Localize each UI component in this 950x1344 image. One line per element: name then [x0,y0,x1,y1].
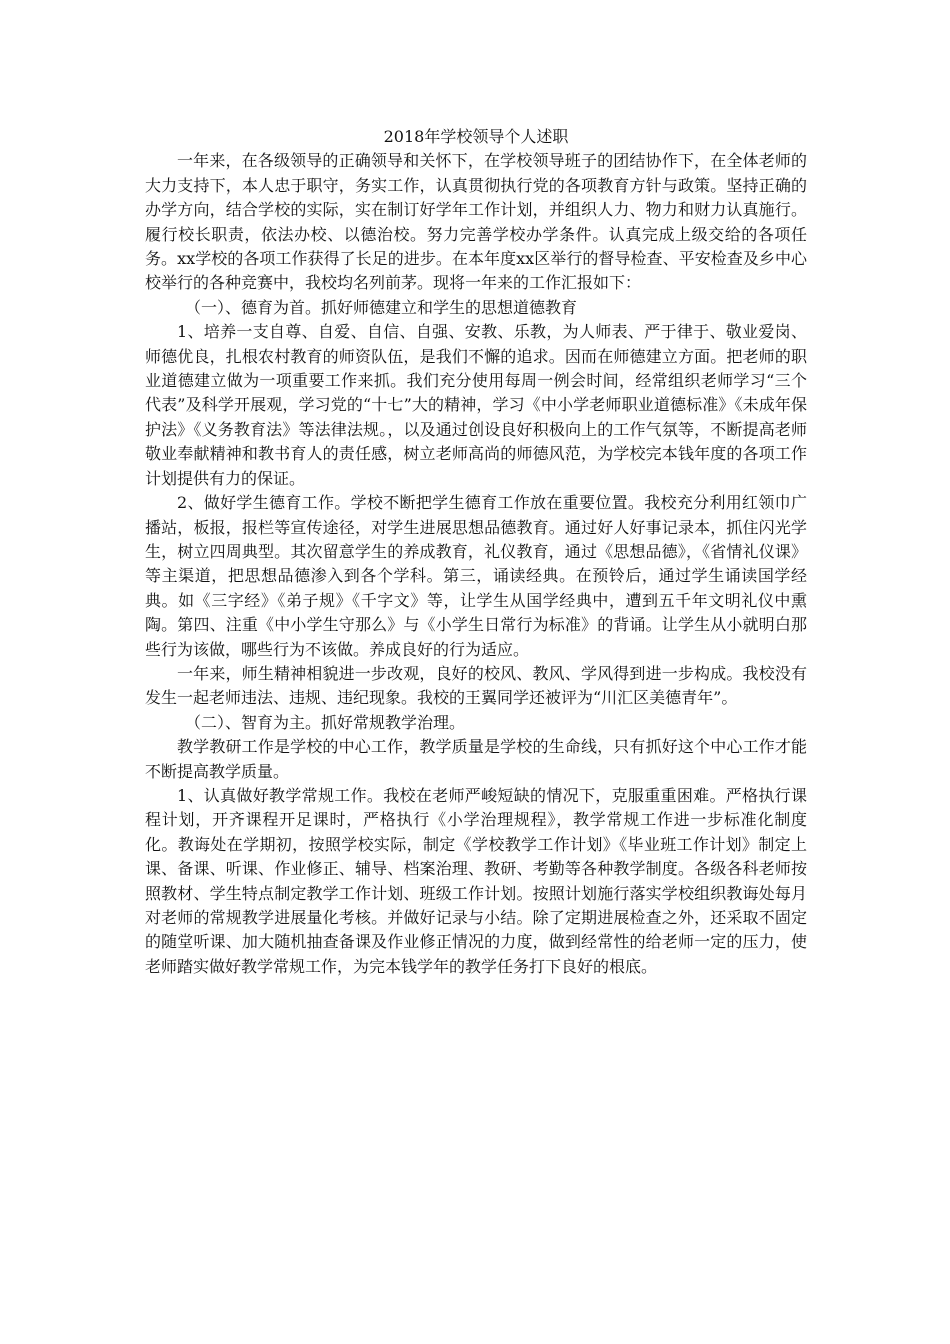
paragraph-teaching-research: 教学教研工作是学校的中心工作，教学质量是学校的生命线，只有抓好这个中心工作才能不断提高教学质量。 [145,737,807,781]
section-heading-intellectual-education: （二）、智育为主。抓好常规教学治理。 [185,712,466,732]
document-title: 2018年学校领导个人述职 [383,127,569,146]
section-heading-moral-education: （一）、德育为首。抓好师德建立和学生的思想道德教育 [185,297,578,317]
paragraph-intro: 一年来，在各级领导的正确领导和关怀下，在学校领导班子的团结协作下，在全体老师的大力支持下，本人忠于职守，务实工作，认真贯彻执行党的各项教育方针与政策。坚持正确的办学方向，结合学校的实际，实在制订好学年工作计划，并组织人力、物力和财力认真施行。履行校长职责，依法办校、以德治校。努力完善学校办学条件。认真完成上级交给的各项任务。xx学校的各项工作获得了长足的进步。在本年度xx区举行的督导检查、平安检查及乡中心校举行的各种竞赛中，我校均名列前茅。现将一年来的工作汇报如下： [145,151,807,293]
paragraph-year-summary: 一年来，师生精神相貌进一步改观，良好的校风、教风、学风得到进一步构成。我校没有发生一起老师违法、违规、违纪现象。我校的王翼同学还被评为“川汇区美德青年”。 [145,663,807,708]
paragraph-student-moral-education: 2、做好学生德育工作。学校不断把学生德育工作放在重要位置。我校充分利用红领巾广播站，板报，报栏等宣传途径，对学生进展思想品德教育。通过好人好事记录本，抓住闪光学生，树立四周典型。其次留意学生的养成教育，礼仪教育，通过《思想品德》，《省情礼仪课》等主渠道，把思想品德渗入到各个学科。第三，诵读经典。在预铃后，通过学生诵读国学经典。如《三字经》《弟子规》《千字文》等，让学生从国学经典中，遭到五千年文明礼仪中熏陶。第四、注重《中小学生守那么》与《小学生日常行为标准》的背诵。让学生从小就明白那些行为该做，哪些行为不该做。养成良好的行为适应。 [145,493,807,659]
paragraph-teacher-ethics: 1、培养一支自尊、自爱、自信、自强、安教、乐教，为人师表、严于律于、敬业爱岗、师德优良，扎根农村教育的师资队伍，是我们不懈的追求。因而在师德建立方面。把老师的职业道德建立做为一项重要工作来抓。我们充分使用每周一例会时间，经常组织老师学习“三个代表”及科学开展观，学习党的“十七”大的精神，学习《中小学老师职业道德标准》《未成年保护法》《义务教育法》等法律法规。，以及通过创设良好积极向上的工作气氛等，不断提高老师敬业奉献精神和教书育人的责任感，树立老师高尚的师德风范，为学校完本钱年度的各项工作计划提供有力的保证。 [145,322,807,488]
paragraph-teaching-routine: 1、认真做好教学常规工作。我校在老师严峻短缺的情况下，克服重重困难。严格执行课程计划，开齐课程开足课时，严格执行《小学治理规程》，教学常规工作进一步标准化制度化。教诲处在学期初，按照学校实际，制定《学校教学工作计划》《毕业班工作计划》制定上课、备课、听课、作业修正、辅导、档案治理、教研、考勤等各种教学制度。各级各科老师按照教材、学生特点制定教学工作计划、班级工作计划。按照计划施行落实学校组织教诲处每月对老师的常规教学进展量化考核。并做好记录与小结。除了定期进展检查之外，还采取不固定的随堂听课、加大随机抽查备课及作业修正情况的力度，做到经常性的给老师一定的压力，使老师踏实做好教学常规工作，为完本钱学年的教学任务打下良好的根底。 [145,785,807,976]
document-body [145,125,807,979]
